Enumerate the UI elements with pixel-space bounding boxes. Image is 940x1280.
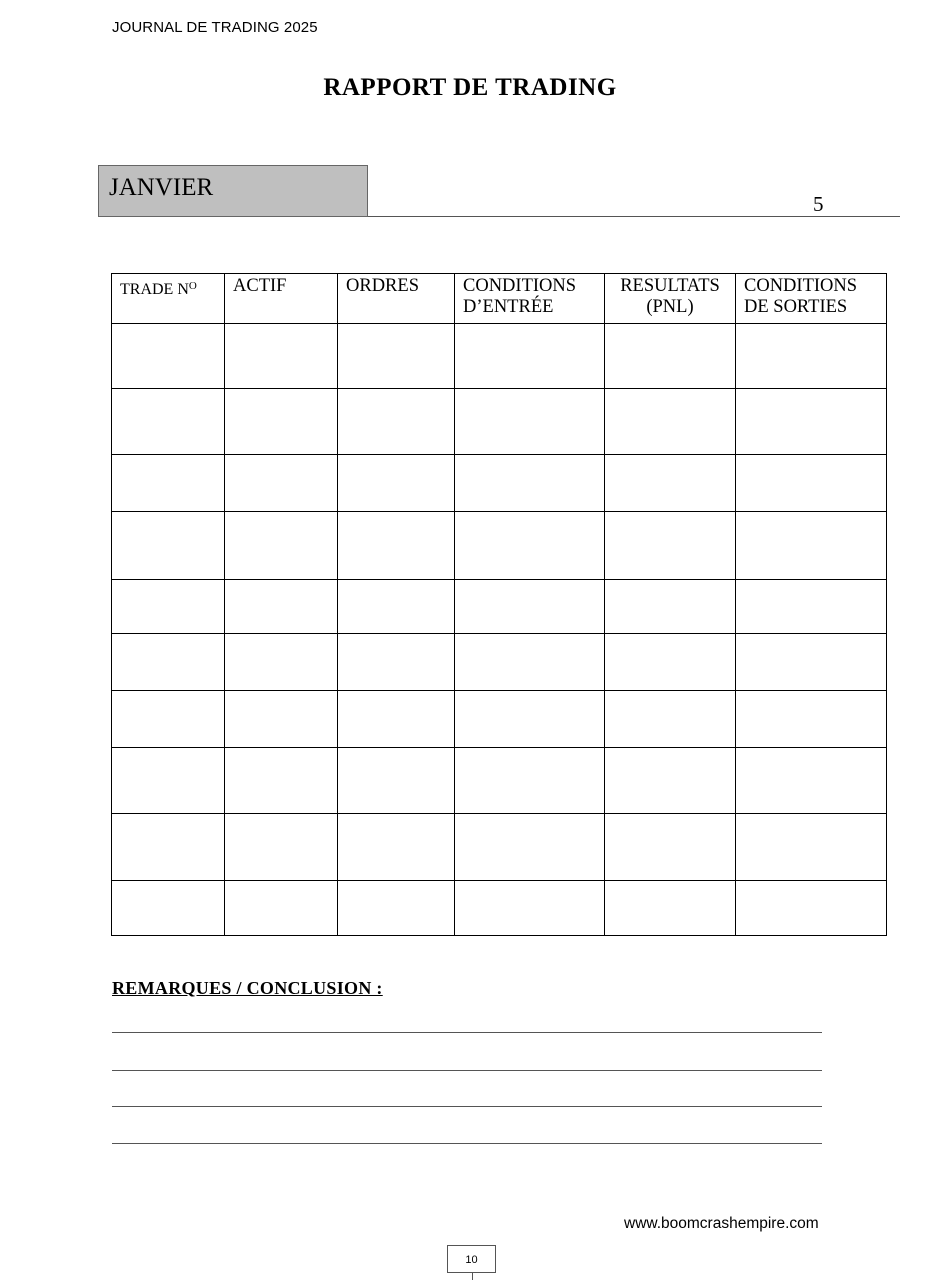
remarks-line[interactable] [112,1032,822,1033]
table-cell[interactable] [605,748,736,814]
table-cell[interactable] [455,324,605,389]
month-name: JANVIER [109,174,214,201]
column-header-ordres: ORDRES [338,274,455,324]
table-header-row [112,274,887,324]
table-cell[interactable] [112,324,225,389]
table-cell[interactable] [736,748,887,814]
table-cell[interactable] [736,814,887,881]
table-cell[interactable] [455,512,605,580]
month-number: 5 [813,192,824,216]
table-cell[interactable] [605,512,736,580]
table-cell[interactable] [736,324,887,389]
table-row [112,691,887,748]
table-cell[interactable] [736,881,887,936]
table-cell[interactable] [112,512,225,580]
trade-table [111,273,887,936]
running-header: JOURNAL DE TRADING 2025 [112,19,318,36]
table-row [112,881,887,936]
table-cell[interactable] [338,814,455,881]
table-row [112,324,887,389]
table-cell[interactable] [225,580,338,634]
table-cell[interactable] [112,748,225,814]
table-cell[interactable] [225,748,338,814]
table-cell[interactable] [455,389,605,455]
table-cell[interactable] [455,455,605,512]
table-cell[interactable] [225,691,338,748]
column-header-conditions-sorties: CONDITIONS DE SORTIES [736,274,887,324]
table-cell[interactable] [338,389,455,455]
table-cell[interactable] [225,389,338,455]
table-cell[interactable] [112,814,225,881]
remarks-heading: REMARQUES / CONCLUSION : [112,978,383,998]
table-cell[interactable] [225,455,338,512]
table-cell[interactable] [225,634,338,691]
table-cell[interactable] [112,634,225,691]
table-cell[interactable] [338,455,455,512]
remarks-line[interactable] [112,1070,822,1071]
column-header-resultats: RESULTATS (PNL) [605,274,736,324]
table-cell[interactable] [455,691,605,748]
table-cell[interactable] [605,691,736,748]
table-cell[interactable] [455,814,605,881]
table-cell[interactable] [338,324,455,389]
table-cell[interactable] [225,814,338,881]
table-cell[interactable] [605,580,736,634]
table-cell[interactable] [338,580,455,634]
table-cell[interactable] [736,691,887,748]
remarks-line[interactable] [112,1143,822,1144]
table-cell[interactable] [605,324,736,389]
table-row [112,580,887,634]
table-cell[interactable] [455,634,605,691]
page-number: 10 [447,1245,496,1273]
table-cell[interactable] [605,634,736,691]
table-cell[interactable] [112,455,225,512]
table-cell[interactable] [338,634,455,691]
table-cell[interactable] [736,455,887,512]
table-cell[interactable] [225,324,338,389]
table-cell[interactable] [455,580,605,634]
table-cell[interactable] [338,512,455,580]
month-banner [98,165,368,217]
remarks-line[interactable] [112,1106,822,1107]
column-header-trade-no: TRADE $N^O$ [112,274,225,324]
table-cell[interactable] [338,691,455,748]
table-cell[interactable] [605,389,736,455]
table-cell[interactable] [338,881,455,936]
table-row [112,512,887,580]
page-number-tick [472,1273,473,1280]
table-cell[interactable] [338,748,455,814]
column-header-conditions-entree: CONDITIONS D’ENTRÉE [455,274,605,324]
table-cell[interactable] [736,512,887,580]
table-cell[interactable] [736,580,887,634]
column-header-actif: ACTIF [225,274,338,324]
table-row [112,748,887,814]
table-cell[interactable] [605,881,736,936]
table-cell[interactable] [605,814,736,881]
table-cell[interactable] [736,389,887,455]
table-cell[interactable] [225,881,338,936]
table-cell[interactable] [605,455,736,512]
table-cell[interactable] [112,580,225,634]
table-cell[interactable] [112,389,225,455]
table-cell[interactable] [455,748,605,814]
table-cell[interactable] [112,881,225,936]
table-row [112,814,887,881]
table-row [112,389,887,455]
table-row [112,634,887,691]
table-row [112,455,887,512]
table-cell[interactable] [736,634,887,691]
table-cell[interactable] [225,512,338,580]
page-title: RAPPORT DE TRADING [323,74,617,101]
footer-url: www.boomcrashempire.com [624,1215,819,1232]
table-cell[interactable] [112,691,225,748]
table-cell[interactable] [455,881,605,936]
